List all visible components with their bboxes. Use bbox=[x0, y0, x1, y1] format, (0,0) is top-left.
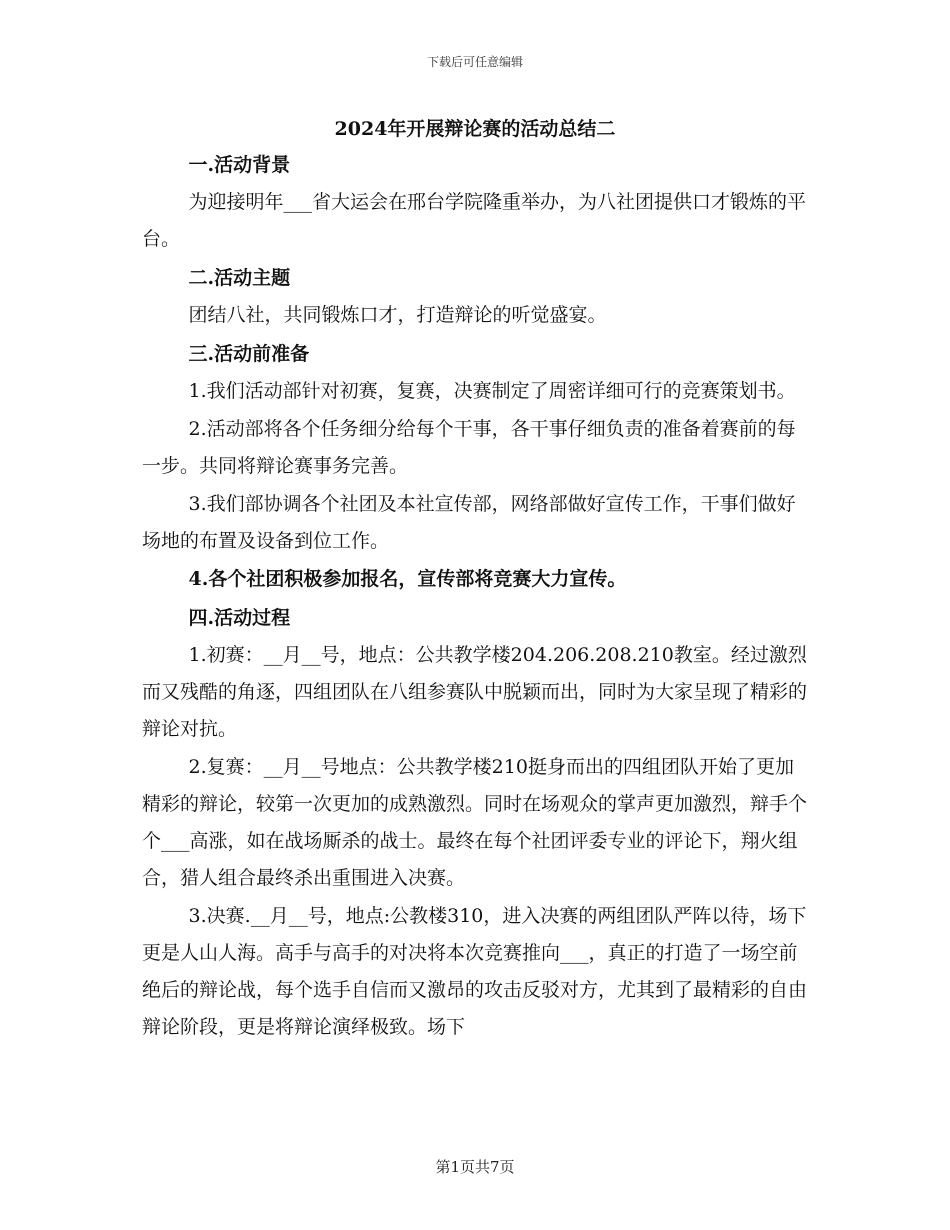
paragraph: 2.复赛：__月__号地点：公共教学楼210挺身而出的四组团队开始了更加精彩的辩论，较第一次更加的成熟激烈。同时在场观众的掌声更加激烈，辩手个个___高涨，如在战场厮杀的战士。最终在每个社团评委专业的评论下，翔火组合，猎人组合最终杀出重围进入决赛。 bbox=[142, 756, 808, 889]
document-body bbox=[142, 112, 808, 1047]
section-heading: 三.活动前准备 bbox=[188, 343, 310, 365]
section-heading: 一.活动背景 bbox=[188, 154, 291, 176]
paragraph: 团结八社，共同锻炼口才，打造辩论的听觉盛宴。 bbox=[188, 304, 607, 326]
section-heading: 二.活动主题 bbox=[188, 267, 291, 289]
page-footer: 第1页共7页 bbox=[435, 1158, 515, 1176]
paragraph: 3.决赛.__月__号，地点:公教楼310，进入决赛的两组团队严阵以待，场下更是人山人海。高手与高手的对决将本次竞赛推向___，真正的打造了一场空前绝后的辩论战，每个选手自信而又激昂的攻击反驳对方，尤其到了最精彩的自由辩论阶段，更是将辩论演绎极致。场下 bbox=[142, 905, 808, 1038]
paragraph: 1.我们活动部针对初赛，复赛，决赛制定了周密详细可行的竞赛策划书。 bbox=[188, 380, 796, 402]
paragraph: 2.活动部将各个任务细分给每个干事，各干事仔细负责的准备着赛前的每一步。共同将辩论赛事务完善。 bbox=[142, 418, 796, 477]
section-heading: 四.活动过程 bbox=[188, 607, 291, 629]
document-title: 2024年开展辩论赛的活动总结二 bbox=[334, 118, 616, 140]
paragraph-bold: 4.各个社团积极参加报名，宣传部将竞赛大力宣传。 bbox=[188, 568, 627, 590]
page-header: 下载后可任意编辑 bbox=[426, 55, 523, 69]
paragraph: 3.我们部协调各个社团及本社宣传部，网络部做好宣传工作，干事们做好场地的布置及设备到位工作。 bbox=[142, 493, 796, 552]
paragraph: 为迎接明年___省大运会在邢台学院隆重举办，为八社团提供口才锻炼的平台。 bbox=[142, 191, 807, 250]
paragraph: 1.初赛：__月__号，地点：公共教学楼204.206.208.210教室。经过激烈而又残酷的角逐，四组团队在八组参赛队中脱颖而出，同时为大家呈现了精彩的辩论对抗。 bbox=[142, 644, 808, 740]
